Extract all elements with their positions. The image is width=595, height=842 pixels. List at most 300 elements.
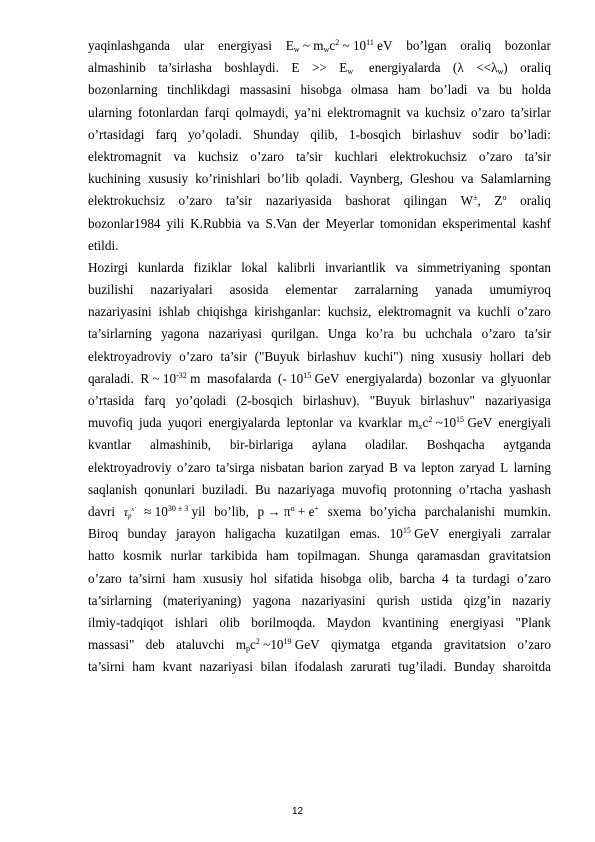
text-line <box>88 190 551 212</box>
word: m <box>186 370 201 386</box>
word: hollari <box>489 348 525 364</box>
word: mumkin. <box>503 503 551 519</box>
word: nazariyalari <box>150 282 213 298</box>
word: ta’sirni <box>128 570 166 586</box>
word: hisobga <box>300 82 342 98</box>
formula <box>258 501 319 523</box>
word: 11 <box>366 38 374 47</box>
word: xususiy <box>202 570 244 586</box>
word: o’zaro <box>179 348 213 364</box>
formula <box>339 57 353 79</box>
word: ta’sir <box>296 148 323 164</box>
word: glyuonlar <box>500 370 551 386</box>
word: deb <box>531 348 551 364</box>
text-line <box>88 235 551 257</box>
word: Shunday <box>252 126 300 142</box>
word: ham <box>172 570 196 586</box>
word: λ <box>491 60 498 76</box>
word: o <box>502 193 507 203</box>
word: ta <box>455 570 466 586</box>
word: p <box>257 503 265 519</box>
word: 10 <box>162 370 177 386</box>
word: Unga <box>327 326 357 342</box>
word: (- <box>277 370 287 386</box>
word: va <box>461 171 474 187</box>
word: kuchsiz, <box>327 304 372 320</box>
word: fiziklar <box>193 259 232 275</box>
word: o’zaro <box>176 459 211 475</box>
word: 10 <box>442 415 457 431</box>
word: umumiyroq <box>489 282 551 298</box>
word: ham <box>132 659 155 675</box>
word: p <box>246 644 251 654</box>
word: bozonlar <box>504 38 551 53</box>
word: der <box>302 215 320 231</box>
word: w <box>323 45 330 54</box>
word: x <box>418 422 423 432</box>
word: saqlanish <box>88 481 138 497</box>
text-line <box>88 79 551 101</box>
word: + <box>314 503 319 513</box>
text-line <box>88 323 551 345</box>
word: qizg’in <box>463 592 501 608</box>
word: ( <box>452 60 458 76</box>
word: va <box>476 82 490 98</box>
word: masofalarda <box>206 370 272 386</box>
word: bo’ladi <box>430 82 468 98</box>
text-line <box>88 612 551 634</box>
word: 15 <box>402 526 411 536</box>
word: simmetriyaning <box>417 259 501 275</box>
word: m <box>408 415 419 431</box>
text-line <box>88 124 551 146</box>
word: oraliq <box>460 38 492 53</box>
word: ~ <box>432 415 443 431</box>
word: qoladi. <box>306 171 343 187</box>
word: kuchlari <box>334 148 378 164</box>
word: yil <box>188 503 206 519</box>
text-line <box>88 656 551 678</box>
word: tug’iladi. <box>398 659 447 675</box>
word: fotonlardan <box>137 104 199 120</box>
word: kosmik <box>123 548 162 564</box>
word: sodir <box>472 126 499 142</box>
symbol: E <box>291 60 300 76</box>
formula <box>390 523 439 545</box>
word: bo’lib <box>267 171 299 187</box>
text-line <box>88 501 551 523</box>
word: bozonlar1984 <box>88 215 161 231</box>
word: K.Rubbia <box>190 215 242 231</box>
word: nazariyaga <box>277 481 335 497</box>
word: bo’lgan <box>406 38 447 53</box>
word: nisbatan <box>260 459 304 475</box>
word: 10 <box>389 526 403 542</box>
word: W <box>460 193 474 209</box>
text-line <box>88 257 551 279</box>
word: 2 <box>428 415 433 425</box>
text-line <box>88 634 551 656</box>
word: ta’sirni <box>88 659 125 675</box>
word: Bunday <box>453 659 495 675</box>
word: aytganda <box>503 437 551 453</box>
word: ta’sirlarning <box>88 326 152 342</box>
word: o’zaro <box>517 304 551 320</box>
word: m <box>310 38 324 53</box>
word: ta’sirlasha <box>158 60 212 76</box>
word: yuqori <box>167 415 203 431</box>
word: chiqishga <box>196 304 248 320</box>
word: "Plank <box>515 614 551 630</box>
word: energiyali <box>448 526 502 542</box>
word: ta’sir <box>524 148 551 164</box>
word: juda <box>138 415 162 431</box>
word: barcha <box>399 570 435 586</box>
tau-symbol <box>124 501 136 523</box>
word: elektrokuchsiz <box>389 148 467 164</box>
formula <box>408 412 492 434</box>
word: birlashuv). <box>302 393 360 408</box>
text-line <box>88 545 551 567</box>
word: GeV <box>311 370 340 386</box>
word: energiyasi <box>450 614 505 630</box>
word: asosida <box>229 282 269 298</box>
word: 10 <box>270 637 284 653</box>
text-line <box>88 568 551 590</box>
word: zarralarning <box>354 282 419 298</box>
word: Shunga <box>368 548 409 564</box>
word: va <box>458 304 471 320</box>
word: oraliq <box>520 193 551 209</box>
word: 30 ± 3 <box>167 503 189 513</box>
word: + <box>294 503 306 519</box>
word: borilmoqda. <box>251 614 316 630</box>
word: xususiy <box>147 171 189 187</box>
word: o’rtasida <box>88 393 135 408</box>
word: 15 <box>303 370 312 380</box>
word: Boshqacha <box>426 437 485 453</box>
word: ning <box>410 348 435 364</box>
word: oladilar. <box>365 437 408 453</box>
word: gravitatsion <box>488 548 551 564</box>
text-line <box>88 368 551 390</box>
word: GeV <box>410 526 440 542</box>
word: yili <box>166 215 185 231</box>
word: eksperimental <box>442 215 517 231</box>
word: olib <box>219 614 240 630</box>
text-line <box>88 457 551 479</box>
word: elektroyadroviy <box>88 459 172 475</box>
word: c <box>422 415 429 431</box>
formula <box>476 57 507 79</box>
word: ishlab <box>158 304 191 320</box>
word: kalibrli <box>277 259 316 275</box>
word: E <box>285 38 294 53</box>
word: ham <box>266 548 289 564</box>
word: ± <box>473 193 478 203</box>
word: bashorat <box>345 193 391 209</box>
word: bo’yicha <box>369 503 417 519</box>
word: gravitatsion <box>443 637 506 653</box>
word: qurilgan. <box>271 326 319 342</box>
word: 4 <box>442 570 449 586</box>
word: bo’ladi: <box>509 126 551 142</box>
word: etganda <box>391 637 433 653</box>
word: va <box>406 104 419 120</box>
word: yagona <box>161 326 200 342</box>
word: almashinib, <box>149 437 212 453</box>
formula <box>494 190 506 212</box>
word: kuchli <box>477 304 511 320</box>
word: tinchlikdagi <box>167 82 231 98</box>
word: bozonlarning <box>88 82 158 98</box>
word: o’zaro <box>517 570 551 586</box>
word: topilmagan. <box>297 548 361 564</box>
text-line <box>88 213 551 235</box>
word: parchalanishi <box>424 503 495 519</box>
word: muvofiq <box>341 481 387 497</box>
word: holda <box>521 82 551 98</box>
text-line <box>88 434 551 456</box>
word: bozonlar <box>428 370 475 386</box>
word: yaqinlashganda <box>88 38 171 53</box>
word: bo’lib, <box>214 503 249 519</box>
word: Z <box>494 193 503 209</box>
word: sxema <box>327 503 362 519</box>
text-line <box>88 35 551 57</box>
word: ustida <box>420 592 453 608</box>
word: yagona <box>252 592 291 608</box>
word: kunlarda <box>137 259 184 275</box>
word: olib, <box>368 570 393 586</box>
text-line <box>88 346 551 368</box>
word: nazariyasi <box>199 659 253 675</box>
word: kashf <box>522 215 551 231</box>
word: Meyerlar <box>325 215 374 231</box>
word: GeV <box>464 415 493 431</box>
word: oraliq <box>520 60 551 76</box>
word: e <box>308 503 315 519</box>
word: E <box>339 60 348 76</box>
word: kvantlar <box>88 437 132 453</box>
formula <box>453 57 464 79</box>
word: emas. <box>349 526 381 542</box>
word: tomonidan <box>379 215 437 231</box>
word: bu <box>402 326 417 342</box>
word: ~ <box>299 38 310 53</box>
word: ataluvchi <box>176 637 225 653</box>
text-line <box>88 479 551 501</box>
word: ≈ <box>144 503 152 519</box>
word: nazariyasini <box>301 592 366 608</box>
word: turdagi <box>472 570 510 586</box>
word: w <box>293 45 300 54</box>
word: davri <box>88 503 116 519</box>
word: barion <box>309 459 344 475</box>
word: energiyali <box>498 415 551 431</box>
word: nazariyasi <box>208 326 262 342</box>
word: o’zaro <box>250 148 284 164</box>
word: kuchsiz <box>197 148 239 164</box>
word: o <box>290 503 295 513</box>
word: ta’sirlar <box>510 104 551 120</box>
word: (materiyaning) <box>162 592 242 608</box>
word: yanada <box>435 282 473 298</box>
word: nazariy <box>512 592 551 608</box>
word: kirishganlar: <box>254 304 321 320</box>
word: massasi" <box>88 637 135 653</box>
word: (2-bosqich <box>236 393 293 408</box>
formula <box>278 368 339 390</box>
word: ta’sir <box>225 193 253 209</box>
word: va <box>395 259 408 275</box>
word: kuchsiz <box>424 104 466 120</box>
word: leptonlar <box>286 415 334 431</box>
word: hatto <box>88 548 115 564</box>
text-line <box>88 301 551 323</box>
word: nazariyasiga <box>485 393 551 408</box>
word: va <box>339 415 352 431</box>
word: ta’sir <box>220 348 247 364</box>
word: qilib, <box>310 126 338 142</box>
word: kvarklar <box>358 415 403 431</box>
word: o’zaro <box>481 326 516 342</box>
word: buzilishi <box>88 282 134 298</box>
formula <box>286 35 393 57</box>
word: nazariyasini <box>88 304 152 320</box>
word: birlashuv <box>307 348 357 364</box>
word: hol <box>250 570 268 586</box>
word: olmasa <box>350 82 389 98</box>
word: lokal <box>241 259 268 275</box>
word: energiyalarda <box>208 415 281 431</box>
word: deb <box>145 637 165 653</box>
word: bu <box>498 82 513 98</box>
word: w <box>497 67 504 77</box>
word: -32 <box>176 370 187 380</box>
word: ta’sir <box>524 326 551 342</box>
formula <box>140 368 200 390</box>
word: buziladi. <box>202 481 248 497</box>
word: → <box>267 503 281 519</box>
word: aylana <box>312 437 347 453</box>
formula <box>236 634 320 656</box>
word: ("Buyuk <box>254 348 300 364</box>
word: R <box>140 370 150 386</box>
word: ~ <box>259 637 271 653</box>
word: o’rtasidagi <box>88 126 145 142</box>
word: bunday <box>127 526 167 542</box>
word: ular <box>183 38 205 53</box>
word: o’zaro <box>478 148 513 164</box>
word: birlashuv" <box>420 393 475 408</box>
word: ~ <box>152 370 160 386</box>
word: energiyasi <box>218 38 272 53</box>
word: ishlari <box>174 614 208 630</box>
word: Gleshou <box>410 171 454 187</box>
word: elektrokuchsiz <box>88 193 165 209</box>
word: eV <box>373 38 393 53</box>
word: GeV <box>291 637 320 653</box>
word: sifatida <box>274 570 314 586</box>
text-line <box>88 168 551 190</box>
word: o’zaro <box>88 570 122 586</box>
word: Maydon <box>326 614 371 630</box>
word: zaryad <box>459 459 495 475</box>
word: zarralar <box>510 526 551 542</box>
page-number: 12 <box>291 806 304 817</box>
word: spontan <box>509 259 551 275</box>
word: ya’ni <box>294 104 322 120</box>
word: c <box>250 637 256 653</box>
word: ko’rinishlari <box>195 171 261 187</box>
text-line <box>88 390 551 412</box>
word: lepton <box>421 459 455 475</box>
word: protonning <box>393 481 452 497</box>
word: yo’qoladi. <box>187 126 242 142</box>
word: , <box>477 193 481 209</box>
word: xususiy <box>441 348 483 364</box>
word: 19 <box>283 637 292 647</box>
word: π <box>283 503 291 519</box>
word: va <box>247 215 260 231</box>
word: τ <box>123 504 129 519</box>
word: etildi. <box>88 237 119 253</box>
word: qiymatga <box>331 637 381 653</box>
word: elektroyadroviy <box>88 348 172 364</box>
word: m <box>235 637 247 653</box>
formula <box>461 190 481 212</box>
word: jarayon <box>176 526 216 542</box>
word: 2 <box>255 637 260 647</box>
word: 15 <box>456 415 465 425</box>
word: farq <box>155 126 177 142</box>
word: o’zaro <box>178 193 213 209</box>
word: λ <box>457 60 464 76</box>
word: ) <box>503 60 508 76</box>
word: x' <box>131 506 136 513</box>
word: kvant <box>162 659 192 675</box>
word: va <box>173 148 186 164</box>
word: nazariyasida <box>265 193 332 209</box>
word: 10 <box>290 370 304 386</box>
word: ularning <box>88 104 132 120</box>
word: va <box>403 459 416 475</box>
text-line <box>88 102 551 124</box>
word: almashinib <box>88 60 146 76</box>
text-line <box>88 523 551 545</box>
word: uchchala <box>425 326 473 342</box>
word: tarkibida <box>210 548 258 564</box>
word: energiyalarda) <box>346 370 422 386</box>
word: qolmaydi, <box>235 104 289 120</box>
formula <box>144 501 205 523</box>
word: birlashuv <box>412 126 462 142</box>
word: ifodalash <box>294 659 343 675</box>
word: qurish <box>376 592 410 608</box>
word: elementar <box>285 282 338 298</box>
word: massasini <box>239 82 291 98</box>
word: ta’sirlarning <box>88 592 152 608</box>
word: ko’ra <box>365 326 394 342</box>
word: ta’sirga <box>216 459 255 475</box>
word: hisobga <box>320 570 362 586</box>
word: va <box>481 370 494 386</box>
word: ilmiy-tadqiqot <box>88 614 164 630</box>
word: qilingan <box>403 193 447 209</box>
word: 2 <box>335 38 340 47</box>
word: w <box>347 67 354 77</box>
